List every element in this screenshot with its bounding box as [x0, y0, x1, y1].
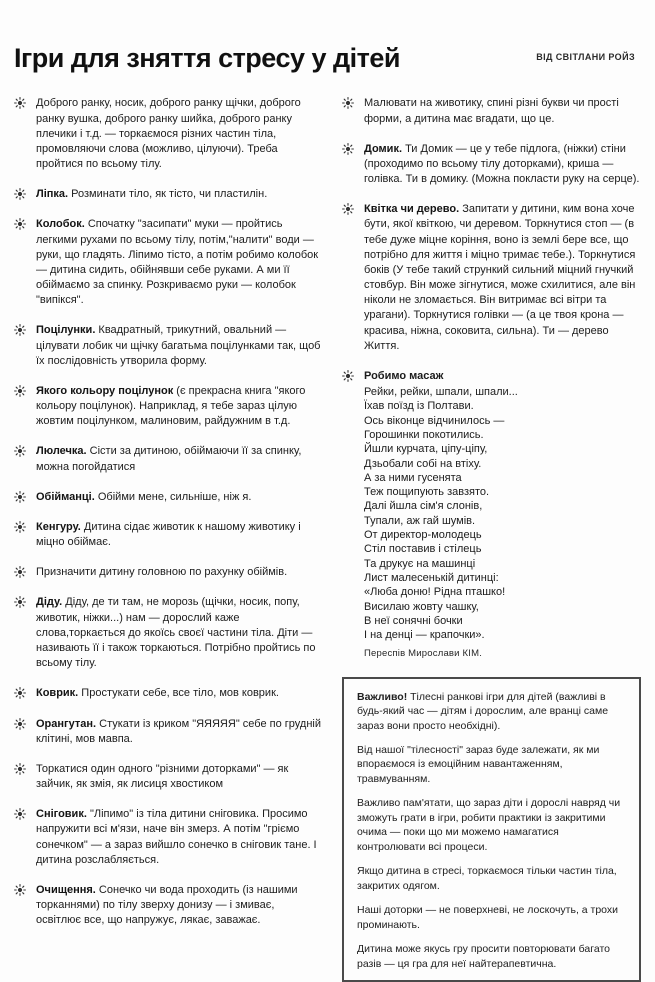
game-lead: Квітка чи дерево.: [364, 203, 460, 216]
massage-line: Тупали, аж гай шумів.: [364, 514, 476, 527]
game-item: [14, 490, 322, 505]
game-lead: Коврик.: [36, 687, 79, 700]
game-text: Малювати на животику, спині різні букви чи прості форми, а дитина має вгадати, що це.: [364, 97, 619, 125]
game-lead: Ліпка.: [36, 188, 69, 201]
game-lead: Сніговик.: [36, 808, 87, 821]
game-text: Обійманці. Обійми мене, сильніше, ніж я.: [36, 490, 252, 503]
game-item: [14, 595, 322, 671]
game-text: Призначити дитину головною по рахунку обіймів.: [36, 566, 288, 579]
massage-line: Лист малесенькій дитинці:: [364, 571, 499, 584]
massage-line: Йшли курчата, ціпу-ціпу,: [364, 443, 488, 456]
sun-icon: [14, 324, 26, 336]
massage-line: В неї сонячні бочки: [364, 614, 463, 627]
game-item: [342, 96, 641, 126]
sun-icon: [342, 370, 354, 382]
game-text: Коврик. Простукати себе, все тіло, мов коврик.: [36, 687, 279, 700]
massage-line: Дзьобали собі на втіху.: [364, 457, 482, 470]
sun-icon: [14, 596, 26, 608]
game-item: [14, 96, 322, 172]
game-item: [14, 686, 322, 701]
massage-line: Горошинки покотились.: [364, 428, 484, 441]
massage-credit: Переспів Мирослави КІМ.: [364, 648, 483, 660]
byline: ВІД СВІТЛАНИ РОЙЗ: [536, 52, 635, 62]
sun-icon: [14, 718, 26, 730]
note-paragraph: Від нашої "тілесності" зараз буде залежати, як ми впораємося із емоційним навантаженням, травмуванням.: [357, 744, 600, 785]
game-item: [14, 323, 322, 369]
game-lead: Якого кольору поцілунок: [36, 384, 174, 397]
game-item: [14, 187, 322, 202]
sun-icon: [14, 218, 26, 230]
game-text: Торкатися один одного "різними доторками" — як зайчик, як змія, як лисиця хвостиком: [36, 762, 289, 791]
game-item: [342, 202, 641, 354]
game-text: Діду. Діду, де ти там, не морозь (щічки, носик, попу, животик, ніжки...) нам — дорослий каже слова,торкається до якоїсь своєї частини тіла. Діти — називають її і також торкаються. Потрібно пройтись по всьому тілу.: [36, 596, 316, 670]
game-lead: Діду.: [36, 596, 63, 609]
sun-icon: [14, 385, 26, 397]
note-paragraph: Важливо! Тілесні ранкові ігри для дітей (важливі в будь-який час — дітям і дорослим, але вранці саме зараз вони просто необхідні).: [357, 690, 609, 732]
massage-line: От директор-молодець: [364, 529, 482, 542]
massage-poem: [364, 385, 641, 642]
massage-line: Та друкує на машинці: [364, 557, 476, 570]
massage-item: [342, 369, 641, 661]
massage-line: Їхав поїзд із Полтави.: [364, 400, 474, 413]
game-text: Квітка чи дерево. Запитати у дитини, ким вона хоче бути, якої квіткою, чи деревом. Торкнутися стоп — (в тебе дуже міцне коріння, воно із землі бере все, що потрібно для життя і міцно тримає тебе.). Торкнутися боків (У тебе такий стрункий сильний міцний гнучкий стовбур. Він може зігнутися, може схилитися, але він ніколи не зломається. Він витримає всі вітри та урагани). Торкнутися голівки — (а це твоя крона — красива, ніжна, соковита, сильна). Ти — дерево Життя.: [364, 203, 636, 352]
game-lead: Домик.: [364, 142, 403, 155]
sun-icon: [14, 521, 26, 533]
sun-icon: [342, 97, 354, 109]
game-item: [14, 883, 322, 929]
game-text: Кенгуру. Дитина сідає животик к нашому животику і міцно обіймає.: [36, 520, 301, 549]
game-lead: Колобок.: [36, 218, 85, 231]
note-paragraph: Якщо дитина в стресі, торкаємося тільки частин тіла, закритих одягом.: [357, 865, 617, 892]
sun-icon: [14, 566, 26, 578]
massage-lead: Робимо масаж: [364, 369, 444, 382]
game-text: Домик. Ти Домик — це у тебе підлога, (ніжки) стіни (проходимо по всьому тілу доторками), криша — голівка. Ти в домику. (Можна покласти руку на серце).: [364, 142, 640, 186]
right-column: [342, 96, 641, 982]
game-lead: Кенгуру.: [36, 520, 81, 533]
game-item: [14, 807, 322, 868]
game-item: [342, 142, 641, 188]
sun-icon: [14, 763, 26, 775]
massage-line: І на денці — крапочки».: [364, 629, 485, 642]
massage-line: Теж пощипують завзято.: [364, 486, 490, 499]
game-lead: Поцілунки.: [36, 324, 96, 337]
sun-icon: [342, 143, 354, 155]
massage-line: Далі йшла сім'я слонів,: [364, 500, 483, 513]
sun-icon: [14, 188, 26, 200]
massage-line: Ось віконце відчинилось —: [364, 414, 505, 427]
massage-line: Рейки, рейки, шпали, шпали...: [364, 386, 518, 399]
game-item: [14, 520, 322, 550]
game-lead: Очищення.: [36, 883, 96, 896]
game-item: [14, 384, 322, 430]
sun-icon: [14, 491, 26, 503]
massage-line: Висилаю жовту чашку,: [364, 600, 479, 613]
sun-icon: [14, 97, 26, 109]
game-text: Якого кольору поцілунок (є прекрасна книга "якого кольору поцілунок). Наприклад, я тебе зараз цілую жовтим поцілунком, малиновим, райдужним в т.д.: [36, 384, 306, 428]
note-paragraph: Дитина може якусь гру просити повторювати багато разів — ця гра для неї найтерапевтична.: [357, 943, 611, 970]
massage-line: Стіл поставив і стілець: [364, 543, 482, 556]
note-paragraph: Наші доторки — не поверхневі, не лоскочуть, а трохи проминають.: [357, 904, 619, 931]
sun-icon: [14, 884, 26, 896]
game-text: Поцілунки. Квадратный, трикутний, овальний — цілувати лобик чи щічку багатьма поцілунками так, щоб їх послідовність утворила форму.: [36, 324, 321, 367]
note-lead: Важливо!: [357, 690, 408, 703]
page-title: Ігри для зняття стресу у дітей: [14, 43, 400, 73]
game-lead: Люлечка.: [36, 445, 87, 458]
game-item: [14, 717, 322, 747]
game-lead: Обійманці.: [36, 490, 95, 503]
massage-line: А за ними гусенята: [364, 471, 462, 484]
game-item: [14, 444, 322, 474]
game-text: Ліпка. Розминати тіло, як тісто, чи пластилін.: [36, 188, 268, 201]
game-text: Орангутан. Стукати із криком "ЯЯЯЯЯ" себе по грудній клітині, мов мавпа.: [36, 717, 321, 745]
header: [14, 44, 641, 72]
note-paragraph: Важливо пам'ятати, що зараз діти і дорослі навряд чи зможуть грати в ігри, робити практики із закритими очима — поки що ми можемо намагатися контролювати всі процеси.: [357, 797, 621, 853]
game-item: [14, 762, 322, 792]
game-text: Колобок. Спочатку "засипати" муки — пройтись легкими рухами по всьому тілу, потім,"налити" води — руки, що гладять. Ліпимо тісто, а потім робимо колобок — дитина сидить, обійнявши себе руками. А ми її обіймаємо за спинку. Розкриваємо руки — колобок "випікся".: [36, 218, 319, 307]
right-items: [342, 96, 641, 354]
note-box: [342, 677, 641, 982]
game-text: Очищення. Сонечко чи вода проходить (із нашими торканнями) по тілу зверху донизу — і змиває, освітлює все, що напружує, лякає, заважає.: [36, 883, 298, 927]
game-text: Доброго ранку, носик, доброго ранку щічки, доброго ранку вушка, доброго ранку шийка, доброго ранку плечики і т.д. — торкаємося різних частин тіла, промовляючи слова (можливо, цілуючи). Треба пройтися по всьому тілу.: [36, 97, 301, 171]
sun-icon: [14, 808, 26, 820]
sun-icon: [14, 687, 26, 699]
game-item: [14, 217, 322, 308]
left-column: [14, 96, 322, 943]
content-columns: [14, 96, 641, 982]
game-lead: Орангутан.: [36, 717, 97, 730]
sun-icon: [14, 445, 26, 457]
game-item: [14, 565, 322, 580]
massage-line: «Люба доню! Рідна пташко!: [364, 586, 506, 599]
game-text: Сніговик. "Ліпимо" із тіла дитини сніговика. Просимо напружити всі м'язи, наче він змерз. А потім "гріємо сонечком" — а зараз вийшло сонечко в сніговик тане. І дитина розслабляється.: [36, 808, 317, 866]
sun-icon: [342, 203, 354, 215]
game-text: Люлечка. Сісти за дитиною, обіймаючи її за спинку, можна погойдатися: [36, 445, 302, 473]
